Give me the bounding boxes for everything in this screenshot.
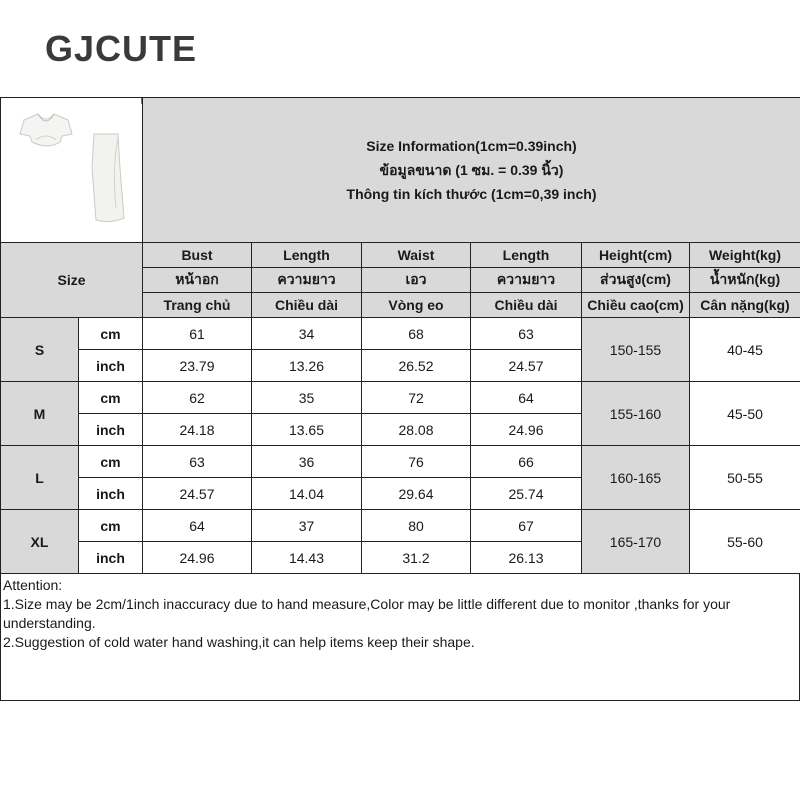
height-range: 165-170 bbox=[582, 510, 690, 574]
cell-value: 31.2 bbox=[362, 542, 471, 574]
info-line-en: Size Information(1cm=0.39inch) bbox=[366, 138, 577, 154]
cell-value: 80 bbox=[362, 510, 471, 542]
col-header-th: เอว bbox=[362, 268, 471, 293]
cell-value: 37 bbox=[252, 510, 362, 542]
cell-value: 63 bbox=[471, 318, 582, 350]
cell-value: 26.52 bbox=[362, 350, 471, 382]
size-label-m: M bbox=[1, 382, 79, 446]
weight-range: 45-50 bbox=[690, 382, 800, 446]
cell-value: 28.08 bbox=[362, 414, 471, 446]
col-header-en: Length bbox=[252, 243, 362, 268]
size-table bbox=[0, 97, 800, 574]
cell-value: 67 bbox=[471, 510, 582, 542]
skirt-image bbox=[92, 134, 124, 222]
cell-value: 24.57 bbox=[143, 478, 252, 510]
attention-line-2: 2.Suggestion of cold water hand washing,it can help items keep their shape. bbox=[3, 634, 475, 650]
weight-range: 55-60 bbox=[690, 510, 800, 574]
size-label-xl: XL bbox=[1, 510, 79, 574]
brand-logo: GJCUTE bbox=[45, 28, 198, 69]
attention-notes bbox=[0, 574, 800, 701]
col-header-en: Waist bbox=[362, 243, 471, 268]
cell-value: 63 bbox=[143, 446, 252, 478]
col-header-th: หน้าอก bbox=[143, 268, 252, 293]
col-header-th: ส่วนสูง(cm) bbox=[582, 268, 690, 293]
cell-value: 14.04 bbox=[252, 478, 362, 510]
cell-value: 25.74 bbox=[471, 478, 582, 510]
cell-value: 23.79 bbox=[143, 350, 252, 382]
cell-value: 24.57 bbox=[471, 350, 582, 382]
col-header-vi: Trang chủ bbox=[143, 293, 252, 318]
weight-range: 40-45 bbox=[690, 318, 800, 382]
info-line-th: ข้อมูลขนาด (1 ซม. = 0.39 นิ้ว) bbox=[379, 162, 564, 178]
cell-value: 64 bbox=[143, 510, 252, 542]
cell-value: 13.26 bbox=[252, 350, 362, 382]
cell-value: 29.64 bbox=[362, 478, 471, 510]
crop-top-image bbox=[20, 114, 72, 146]
cell-value: 36 bbox=[252, 446, 362, 478]
col-header-vi: Cân nặng(kg) bbox=[690, 293, 800, 318]
cell-value: 24.96 bbox=[143, 542, 252, 574]
cell-value: 64 bbox=[471, 382, 582, 414]
unit-cm: cm bbox=[79, 382, 143, 414]
cell-value: 76 bbox=[362, 446, 471, 478]
col-header-vi: Vòng eo bbox=[362, 293, 471, 318]
size-info-header bbox=[143, 98, 800, 243]
col-header-vi: Chiều dài bbox=[471, 293, 582, 318]
weight-range: 50-55 bbox=[690, 446, 800, 510]
col-header-en: Bust bbox=[143, 243, 252, 268]
col-header-vi: Chiều cao(cm) bbox=[582, 293, 690, 318]
cell-value: 13.65 bbox=[252, 414, 362, 446]
unit-inch: inch bbox=[79, 542, 143, 574]
cell-value: 72 bbox=[362, 382, 471, 414]
col-header-en: Weight(kg) bbox=[690, 243, 800, 268]
unit-inch: inch bbox=[79, 414, 143, 446]
size-label-l: L bbox=[1, 446, 79, 510]
col-header-th: ความยาว bbox=[252, 268, 362, 293]
cell-value: 34 bbox=[252, 318, 362, 350]
unit-inch: inch bbox=[79, 478, 143, 510]
cell-value: 62 bbox=[143, 382, 252, 414]
product-illustration bbox=[2, 98, 142, 239]
cell-value: 35 bbox=[252, 382, 362, 414]
col-header-th: น้ำหนัก(kg) bbox=[690, 268, 800, 293]
size-chart bbox=[0, 97, 800, 701]
cell-value: 14.43 bbox=[252, 542, 362, 574]
unit-cm: cm bbox=[79, 446, 143, 478]
size-heading: Size bbox=[1, 243, 143, 318]
cell-value: 61 bbox=[143, 318, 252, 350]
height-range: 150-155 bbox=[582, 318, 690, 382]
cell-value: 68 bbox=[362, 318, 471, 350]
unit-inch: inch bbox=[79, 350, 143, 382]
attention-line-1: 1.Size may be 2cm/1inch inaccuracy due to hand measure,Color may be little different due to monitor ,thanks for your understanding. bbox=[3, 596, 731, 631]
attention-title: Attention: bbox=[3, 577, 63, 593]
cell-value: 66 bbox=[471, 446, 582, 478]
height-range: 160-165 bbox=[582, 446, 690, 510]
col-header-th: ความยาว bbox=[471, 268, 582, 293]
unit-cm: cm bbox=[79, 510, 143, 542]
col-header-vi: Chiều dài bbox=[252, 293, 362, 318]
col-header-en: Height(cm) bbox=[582, 243, 690, 268]
cell-value: 24.96 bbox=[471, 414, 582, 446]
unit-cm: cm bbox=[79, 318, 143, 350]
size-label-s: S bbox=[1, 318, 79, 382]
cell-value: 26.13 bbox=[471, 542, 582, 574]
col-header-en: Length bbox=[471, 243, 582, 268]
product-image bbox=[1, 98, 143, 243]
height-range: 155-160 bbox=[582, 382, 690, 446]
info-line-vi: Thông tin kích thước (1cm=0,39 inch) bbox=[346, 186, 597, 202]
cell-value: 24.18 bbox=[143, 414, 252, 446]
